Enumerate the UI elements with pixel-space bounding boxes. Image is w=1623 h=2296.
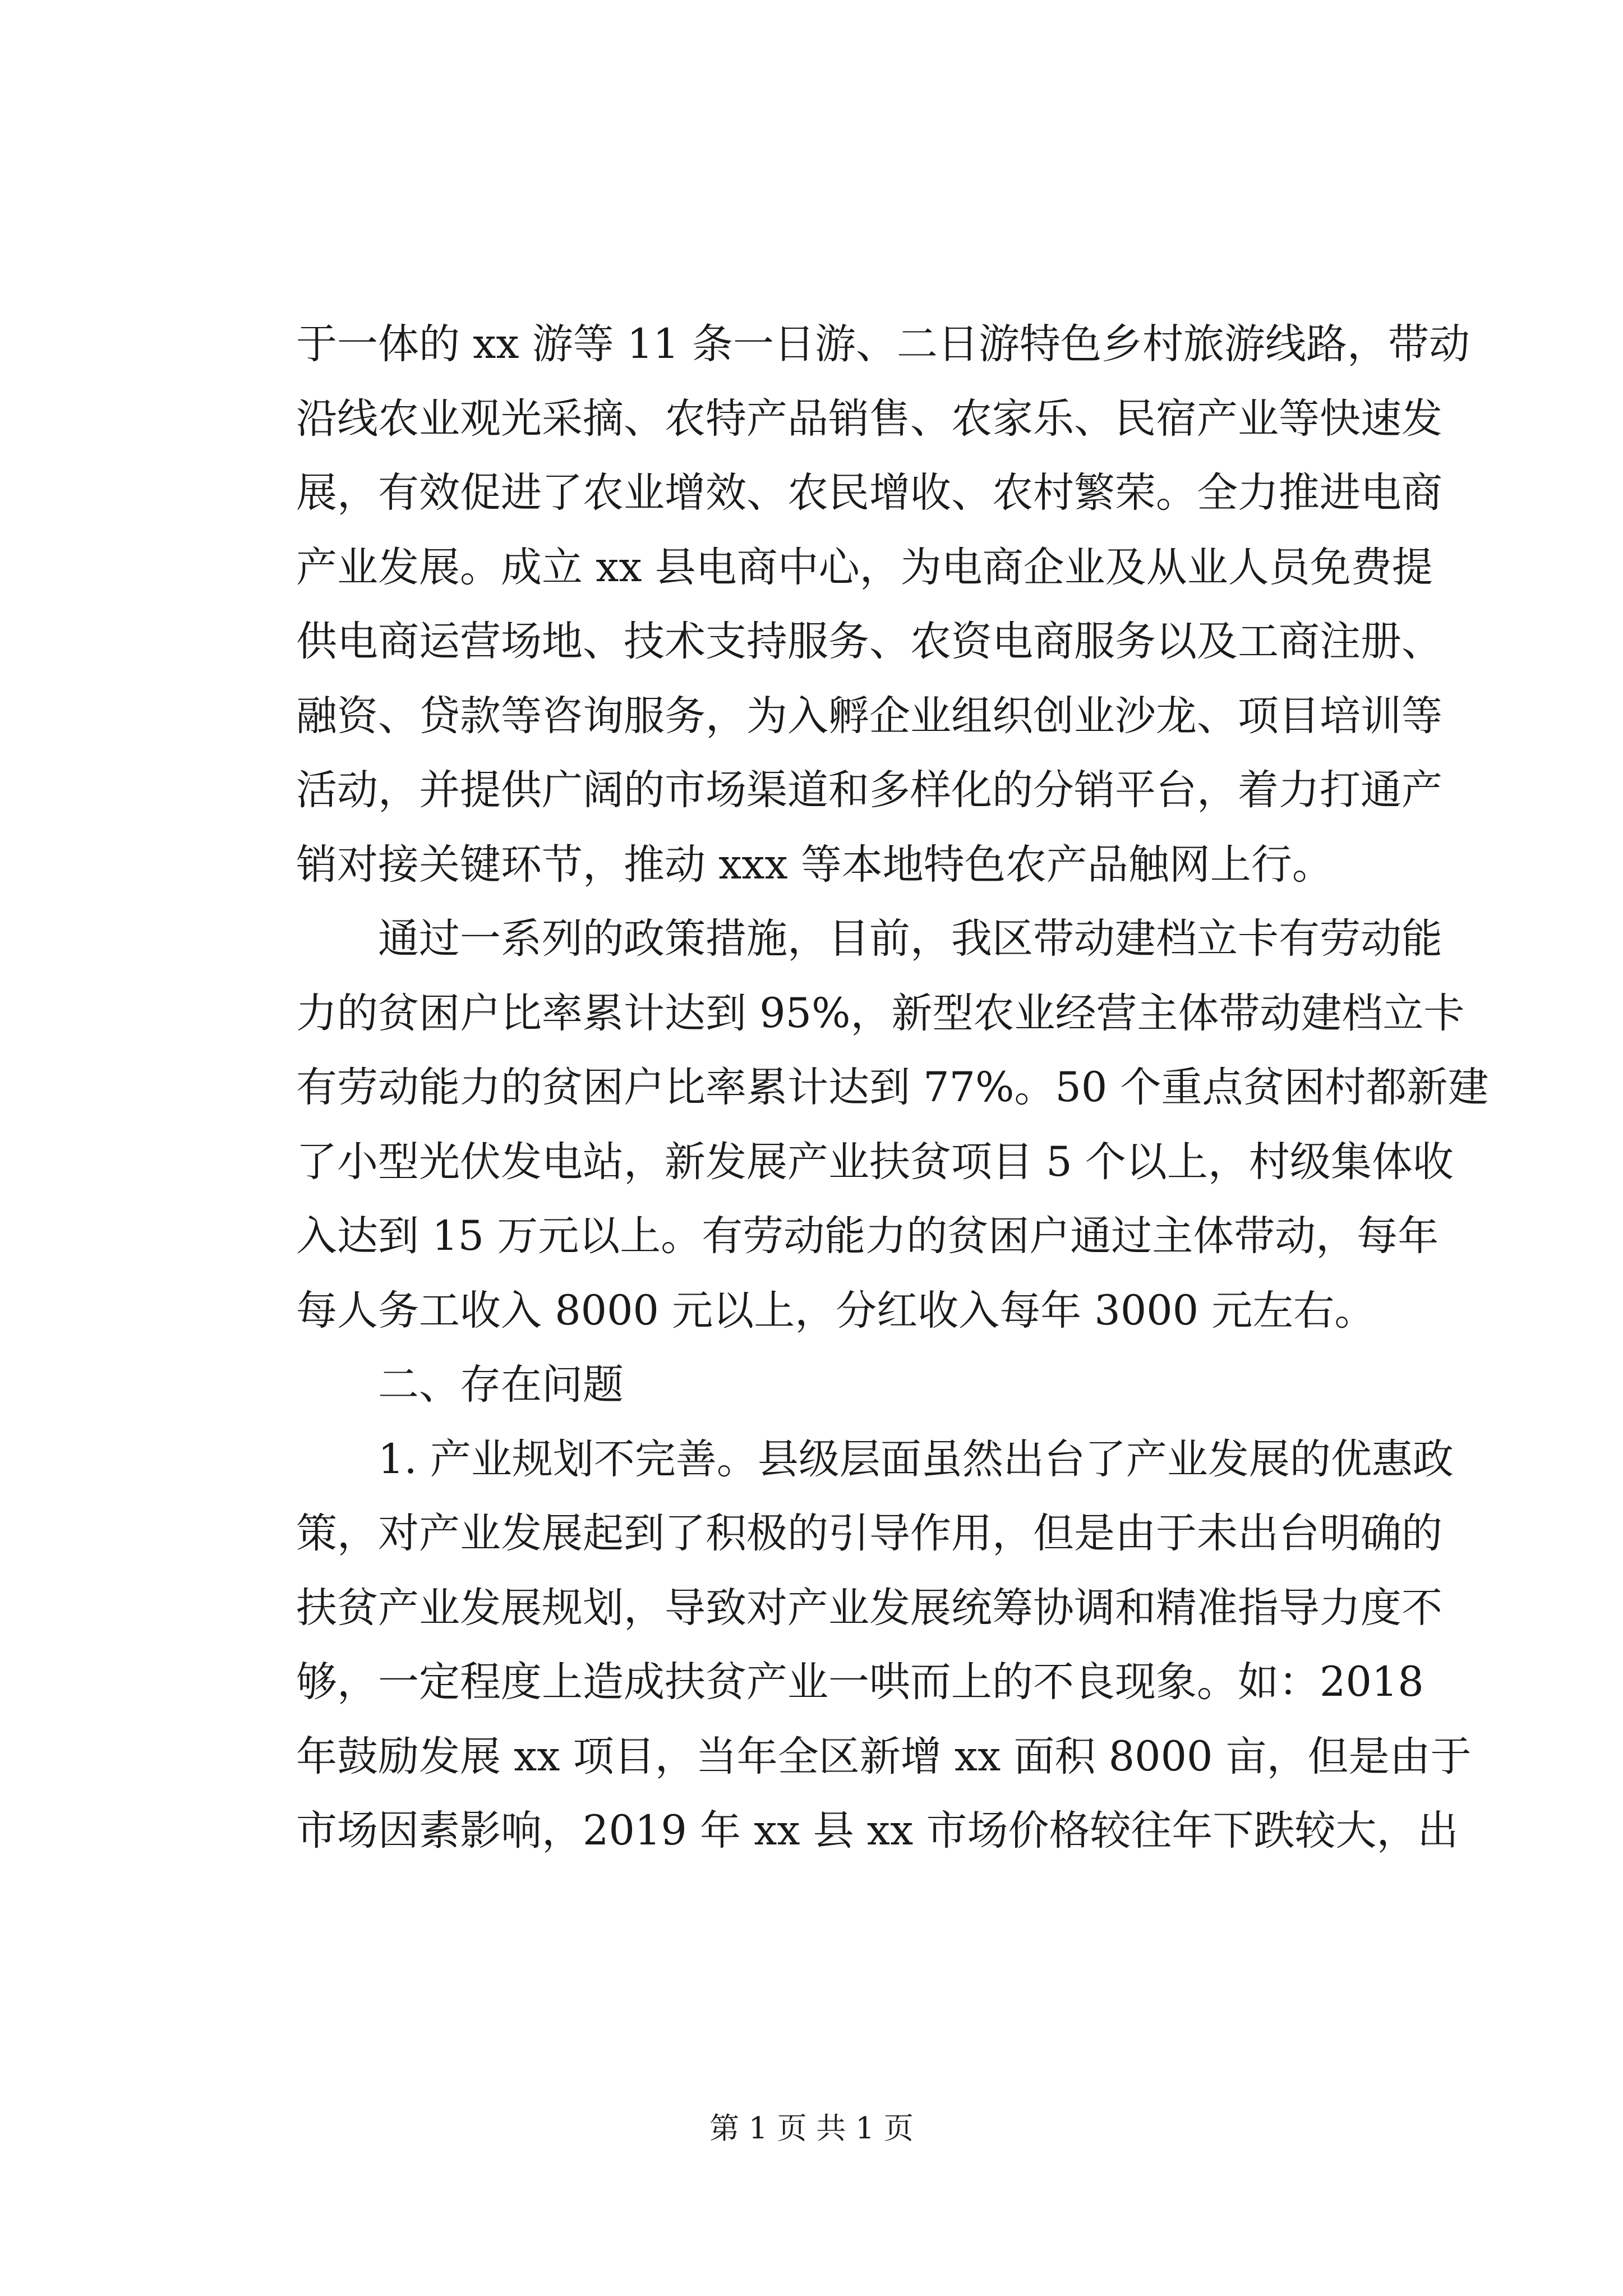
text-line: 展，有效促进了农业增效、农民增收、农村繁荣。全力推进电商: [296, 469, 1442, 517]
section-heading: 二、存在问题: [296, 1361, 624, 1409]
page-footer: 第 1 页 共 1 页: [709, 2111, 914, 2146]
text-line: 产业发展。成立 xx 县电商中心，为电商企业及从业人员免费提: [296, 543, 1433, 591]
text-line: 销对接关键环节，推动 xxx 等本地特色农产品触网上行。: [296, 840, 1333, 889]
text-line: 通过一系列的政策措施，目前，我区带动建档立卡有劳动能: [296, 915, 1442, 963]
text-line: 扶贫产业发展规划，导致对产业发展统筹协调和精准指导力度不: [296, 1584, 1442, 1632]
text-line: 够，一定程度上造成扶贫产业一哄而上的不良现象。如：2018: [296, 1658, 1424, 1706]
text-line: 活动，并提供广阔的市场渠道和多样化的分销平台，着力打通产: [296, 766, 1442, 814]
text-line: 市场因素影响，2019 年 xx 县 xx 市场价格较往年下跌较大，出: [296, 1807, 1459, 1855]
text-line: 策，对产业发展起到了积极的引导作用，但是由于未出台明确的: [296, 1510, 1442, 1557]
text-line: 入达到 15 万元以上。有劳动能力的贫困户通过主体带动，每年: [296, 1212, 1439, 1260]
text-line: 供电商运营场地、技术支持服务、农资电商服务以及工商注册、: [296, 618, 1442, 665]
text-line: 1. 产业规划不完善。县级层面虽然出台了产业发展的优惠政: [296, 1435, 1454, 1483]
text-line: 沿线农业观光采摘、农特产品销售、农家乐、民宿产业等快速发: [296, 394, 1442, 443]
text-line: 融资、贷款等咨询服务，为入孵企业组织创业沙龙、项目培训等: [296, 692, 1442, 740]
text-line: 力的贫困户比率累计达到 95%，新型农业经营主体带动建档立卡: [296, 989, 1465, 1037]
text-line: 年鼓励发展 xx 项目，当年全区新增 xx 面积 8000 亩，但是由于: [296, 1732, 1472, 1780]
text-line: 了小型光伏发电站，新发展产业扶贫项目 5 个以上，村级集体收: [296, 1138, 1454, 1186]
text-line: 有劳动能力的贫困户比率累计达到 77%。50 个重点贫困村都新建: [296, 1064, 1489, 1111]
document-body: [296, 307, 1489, 1869]
text-line: 于一体的 xx 游等 11 条一日游、二日游特色乡村旅游线路，带动: [296, 320, 1470, 368]
text-line: 每人务工收入 8000 元以上，分红收入每年 3000 元左右。: [296, 1286, 1376, 1335]
